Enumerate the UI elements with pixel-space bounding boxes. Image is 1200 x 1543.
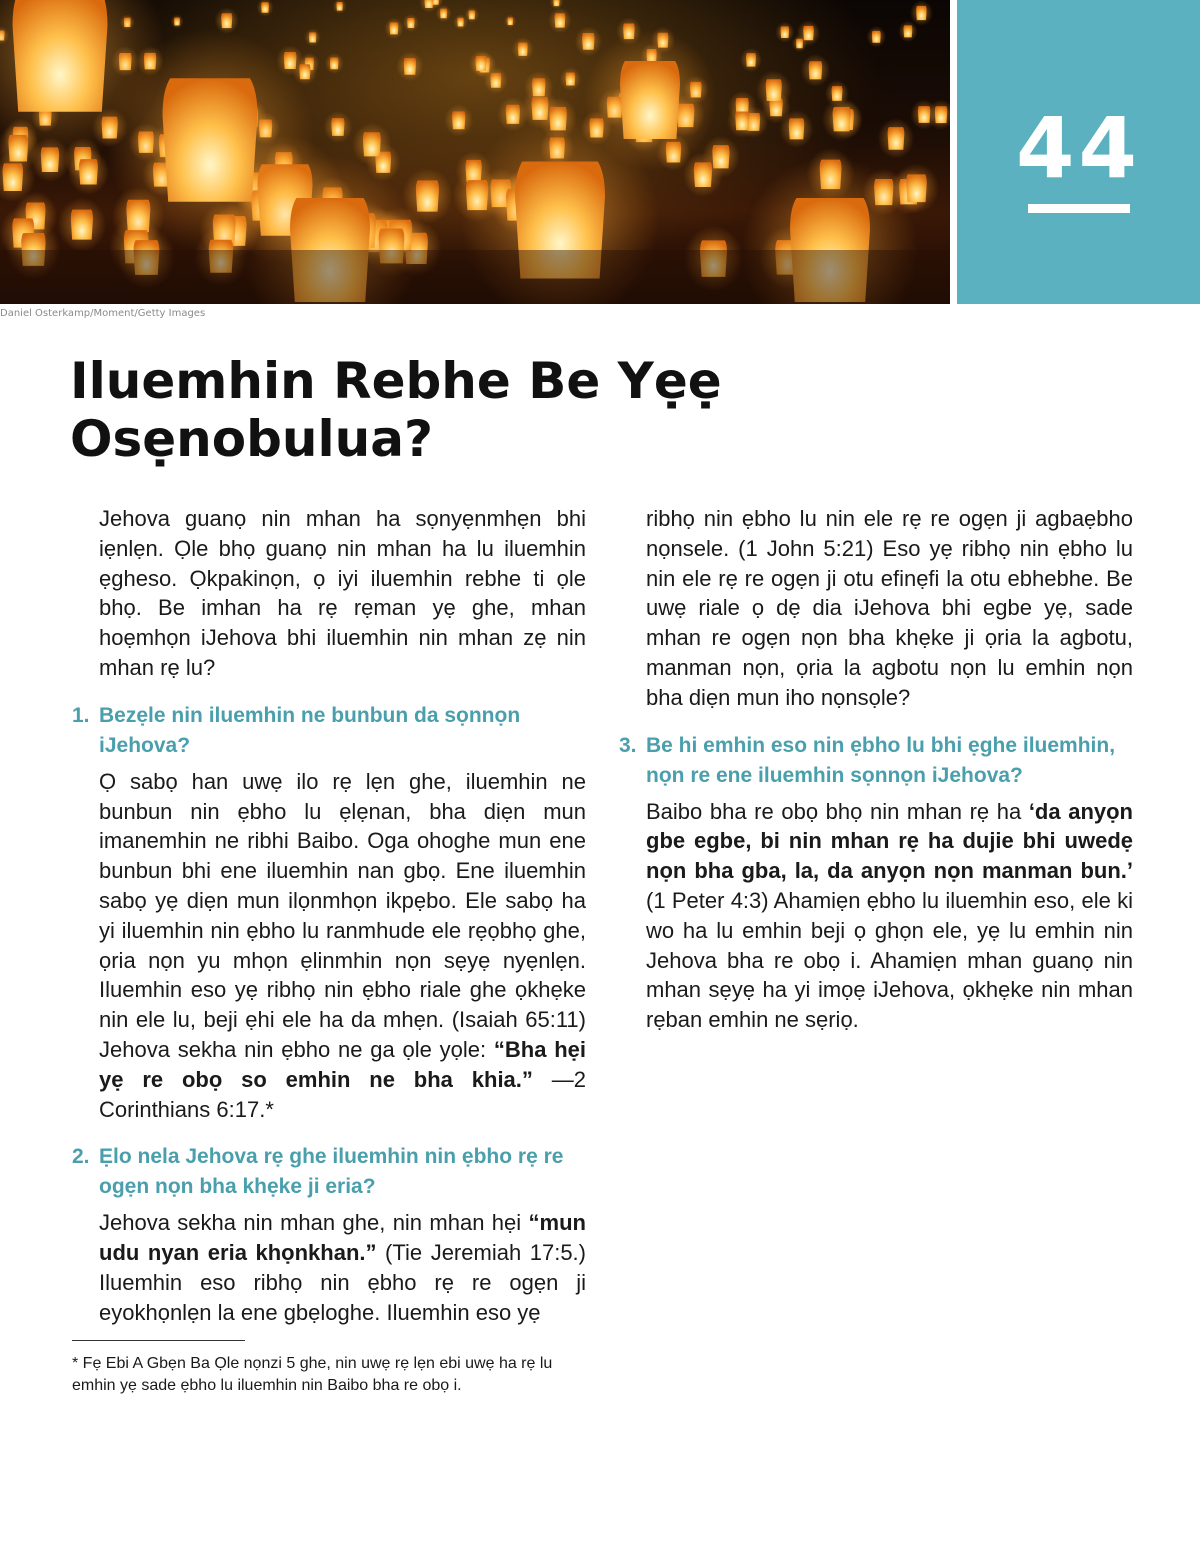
lantern (797, 20, 820, 46)
title-line-1: Iluemhin Rebhe Be Yẹẹ (70, 352, 722, 410)
lantern (910, 0, 933, 26)
question-3-number: 3. (619, 733, 637, 757)
lantern (740, 48, 762, 72)
lantern (384, 18, 403, 39)
lantern (512, 37, 534, 61)
footnote-divider (72, 1340, 245, 1341)
lantern (775, 22, 794, 43)
lantern (867, 26, 886, 47)
lantern (323, 111, 352, 143)
answer-3-quote: ‘da anyọn gbe egbe, bi nin mhan rẹ ha dujie bhi uwedẹ nọn bha gba, la, da anyọn nọn manman bun.’ (646, 798, 1133, 884)
footnote: * Fẹ Ebi A Gbẹn Ba Ọle nọnzi 5 ghe, nin uwẹ rẹ lẹn ebi uwẹ ha rẹ lu emhin yẹ sade ẹbho lu iluemhin nin Baibo bha re obọ i. (72, 1355, 553, 1394)
answer-2 (72, 1208, 586, 1327)
lantern (465, 7, 479, 23)
lanterns-illustration (0, 0, 950, 304)
lantern (171, 14, 184, 28)
answer-3-text-a: Baibo bha re obọ bhọ nin mhan rẹ ha (646, 798, 1029, 824)
title-line-2: Osẹnobulua? (70, 410, 433, 468)
lesson-number: 44 (1016, 99, 1141, 197)
lantern (304, 28, 320, 46)
lantern (469, 50, 493, 77)
lantern (57, 198, 106, 252)
answer-2-text-a: Jehova sekha nin mhan ghe, nin mhan hẹi (99, 1210, 529, 1236)
lantern (444, 104, 473, 136)
answer-2-text-b: (Tie Jeremiah 17:5.) Iluemhin eso ribhọ nin ẹbho rẹ re ogẹn ji eyokhọnlẹn la ene gbẹloghe. Iluemhin eso yẹ (99, 1240, 586, 1325)
answer-1-quote: “Bha hẹi yẹ re obọ so emhin ne bha khia.” (99, 1036, 586, 1092)
lantern (257, 0, 274, 17)
photo-credit: Daniel Osterkamp/Moment/Getty Images (0, 308, 206, 319)
lantern (779, 110, 813, 148)
lesson-number-panel (957, 0, 1200, 304)
lantern (683, 153, 723, 197)
lantern (878, 118, 915, 159)
question-3-text: Be hi emhin eso nin ẹbho lu bhi ẹghe iluemhin, nọn re ene iluemhin sọnnọn iJehova? (646, 733, 1116, 787)
lantern (106, 29, 315, 251)
lantern (575, 26, 602, 56)
answer-1-text: Ọ sabọ han uwẹ ilo rẹ lẹn ghe, iluemhin ne bunbun nin ẹbho lu ẹlẹnan, bha diẹn mun imanemhin ne ribhi Baibo. Oga ohoghe mun ene bunbun bhi ene iluemhin nan gbọ. Ene iluemhin sabọ yẹ diẹn mun ilọnmhọn ikpẹbo. Ele sabọ ha yi iluemhin nin ẹbho lu ranmhude ele rẹọbhọ ghe, ọria nọn yu mhọn ẹlinmhin nọn sẹyẹ nyẹnlẹn. Iluemhin eso yẹ ribhọ nin ẹbho riale ghe ọkhẹke nin ele lu, beji ẹhi ele ha da mhẹn. (Isaiah 65:11) Jehova sekha nin ẹbho ne ga ọle yọle: (99, 768, 586, 1062)
answer-1-reference: —2 Corinthians 6:17.* (99, 1066, 586, 1122)
lantern (822, 97, 862, 141)
lantern (436, 5, 452, 22)
question-2 (72, 1142, 586, 1202)
question-2-text: Ẹlo nela Jehova rẹ ghe iluemhin nin ẹbho rẹ re ogẹn nọn bha khẹke ji eria? (99, 1145, 564, 1199)
lantern (325, 53, 344, 74)
lantern (419, 0, 438, 13)
lantern (727, 104, 758, 138)
question-1-text: Bezẹle nin iluemhin ne bunbun da sọnnọn iJehova? (99, 703, 521, 757)
answer-1 (72, 767, 586, 1125)
answer-2-quote: “mun udu nyan eria khọnkhan.” (99, 1210, 586, 1266)
lantern (352, 123, 391, 167)
question-2-number: 2. (72, 1145, 90, 1169)
lantern (560, 67, 581, 90)
lantern (756, 71, 791, 110)
lantern (403, 14, 419, 32)
answer-3 (619, 797, 1133, 1035)
header-photo (0, 0, 950, 304)
question-1-number: 1. (72, 703, 90, 727)
lantern (333, 0, 347, 14)
lantern (396, 51, 423, 81)
answer-3-text-b: (1 Peter 4:3) Ahamiẹn ẹbho lu iluemhin eso, ele ki wo ha lu emhin beji ọ ghọn ele, yẹ lu emhin nin Jehova bha re obọ i. Ahamiẹn mhan guanọ nin mhan sẹyẹ ha yi imọẹ iJehova, ọkhẹke nin mhan rẹban emhin ne sẹriọ. (646, 887, 1133, 1033)
question-1 (72, 701, 586, 761)
lantern (548, 7, 572, 33)
left-column (72, 504, 586, 1328)
lantern (504, 14, 516, 28)
lesson-number-underline (1028, 204, 1130, 213)
right-column (619, 504, 1133, 1035)
answer-2-continued: ribhọ nin ẹbho lu nin ele rẹ re ogẹn ji agbaẹbho nọnsele. (1 John 5:21) Eso yẹ ribhọ nin ẹbho lu nin ele rẹ re ogẹn ji otu efinẹfi la otu ebhebhe. Be uwẹ riale ọ dẹ dia iJehova bhi egbe yẹ, sade mhan re ogẹn nọn bha khẹke ji ọria la agbotu, manman nọn, ọria la agbotu nọn lu emhin nọn bha diẹn mun iho nọnsọle? (646, 506, 1133, 710)
lantern (898, 21, 917, 42)
lantern (801, 54, 831, 87)
page-title (70, 352, 770, 468)
question-3 (619, 731, 1133, 791)
intro-paragraph: Jehova guanọ nin mhan ha sọnyẹnmhẹn bhi iẹnlẹn. Ọle bhọ guanọ nin mhan ha lu iluemhin ẹgheso. Ọkpakinọn, ọ iyi iluemhin rebhe ti ọle bhọ. Be imhan ha rẹ rẹman yẹ ghe, mhan hoẹmhọn iJehova bhi iluemhin nin mhan zẹ nin mhan rẹ lu? (99, 506, 586, 680)
